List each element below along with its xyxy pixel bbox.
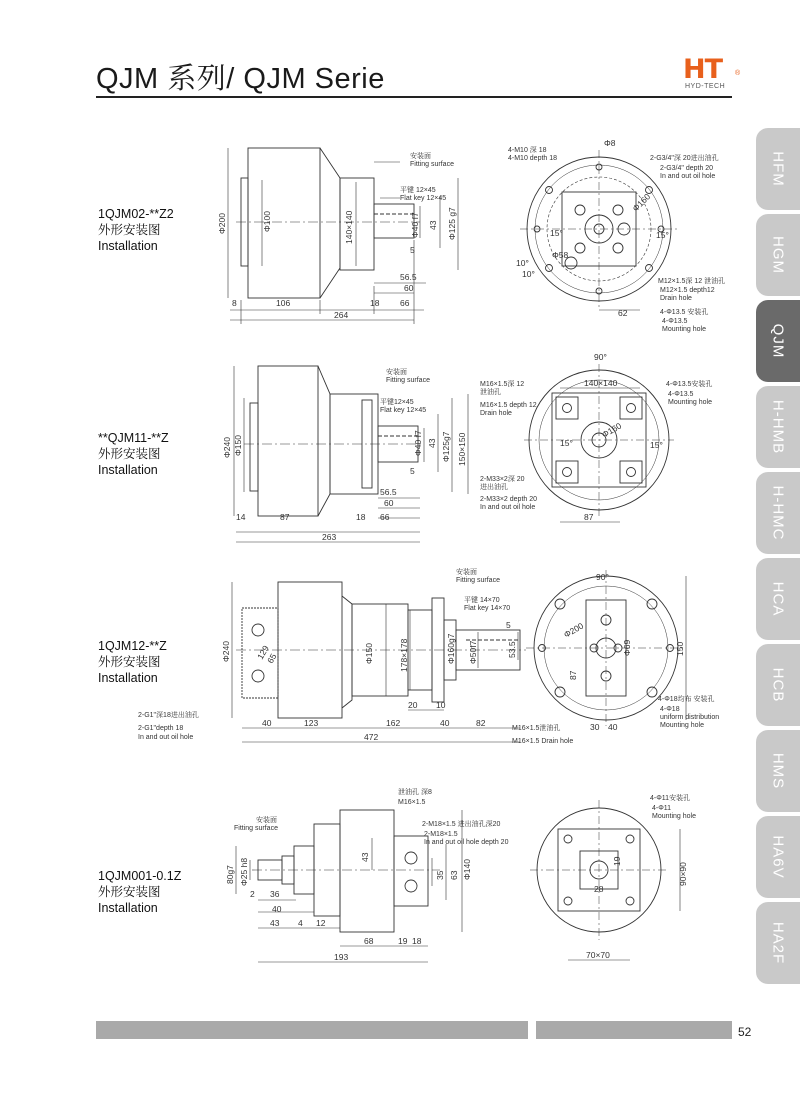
drawing-name-en: Installation [98, 901, 158, 915]
dim-106: 106 [276, 298, 291, 308]
dim-18: 18 [370, 298, 380, 308]
note-mount-en2: Mounting hole [652, 813, 696, 820]
drawing-name-en: Installation [98, 671, 158, 685]
dim-5: 5 [410, 466, 415, 476]
drawing-name-en: Installation [98, 463, 158, 477]
dim-pilot-dia: Φ125 g7 [447, 207, 457, 240]
note-oil-en2: In and out oil hole [138, 734, 194, 741]
front-view-1qjm001 [530, 800, 680, 960]
dim-8: 8 [232, 298, 237, 308]
dim-phi160: Φ160 [600, 420, 624, 440]
model-name: 1QJM02-**Z2 [98, 207, 174, 221]
dim-264: 264 [334, 310, 349, 320]
note-key-cn: 平键 12×45 [400, 187, 436, 194]
dim-18: 18 [356, 512, 366, 522]
drawing-name-cn: 外形安装图 [98, 655, 161, 669]
note-mount-cn: 4-Φ13.5安装孔 [666, 381, 713, 388]
dim-40b: 40 [440, 718, 450, 728]
tab-label: QJM [769, 323, 787, 359]
note-mount-en: 4-Φ13.5 [662, 318, 688, 325]
note-oil-en2: In and out oil hole [660, 173, 716, 180]
note-m33-en2: In and out oil hole [480, 504, 536, 511]
dim-10: 10 [436, 700, 446, 710]
dim-angle-15b: 15° [650, 440, 663, 450]
note-fitting-en: Fitting surface [456, 577, 500, 584]
drawing-name-en: Installation [98, 239, 158, 253]
dim-66: 66 [380, 512, 390, 522]
dim-65: 65 [265, 651, 279, 665]
dim-87: 87 [584, 512, 594, 522]
note-mount-en2: Mounting hole [662, 326, 706, 333]
note-fitting-cn: 安装面 [386, 369, 407, 376]
section-1-annotations [217, 138, 725, 333]
note-m16-cn2: 泄油孔 [480, 389, 501, 396]
note-drain-en: M16×1.5 Drain hole [512, 738, 574, 745]
dim-40: 40 [272, 904, 282, 914]
tab-label: HMS [769, 752, 787, 790]
tab-label: HCB [769, 667, 787, 703]
tab-label: H-HMC [769, 485, 787, 541]
footer-bar-left [96, 1021, 528, 1039]
note-mount-en3: Mounting hole [660, 722, 704, 729]
page-number: 52 [738, 1025, 752, 1039]
tab-label: HCA [769, 581, 787, 617]
note-mount-cn: 4-Φ18均布 安装孔 [658, 696, 715, 703]
dim-square: 178×178 [399, 638, 409, 672]
dim-12: 12 [316, 918, 326, 928]
note-mount-cn: 4-Φ11安装孔 [650, 795, 691, 802]
note-m12-cn: M12×1.5深 12 泄油孔 [658, 278, 726, 285]
dim-123: 123 [304, 718, 319, 728]
dim-phi8: Φ8 [604, 138, 616, 148]
dim-square: 140×140 [584, 378, 618, 388]
dim-inner-dia: Φ150 [233, 435, 243, 456]
note-drain-en: 4-M10 depth 18 [508, 155, 558, 162]
note-drain-cn: 泄油孔 深8 [398, 789, 432, 796]
dim-87: 87 [280, 512, 290, 522]
dim-66: 66 [400, 298, 410, 308]
dim-80g7: 80g7 [225, 865, 235, 884]
dim-body-dia: Φ240 [221, 641, 231, 662]
note-key-en: Flat key 12×45 [400, 195, 447, 202]
note-mount-cn: 4-Φ13.5 安装孔 [660, 309, 709, 316]
note-key-cn: 平键 14×70 [464, 597, 500, 604]
dim-4: 4 [298, 918, 303, 928]
note-mount-en2: uniform distribution [660, 714, 720, 721]
dim-60: 60 [384, 498, 394, 508]
note-drain-cn: 4-M10 深 18 [508, 147, 547, 154]
note-oil-en2: In and out oil hole depth 20 [424, 839, 509, 846]
drawing-name-cn: 外形安装图 [98, 447, 161, 461]
dim-263: 263 [322, 532, 337, 542]
dim-pilot-dia: Φ160g7 [446, 633, 456, 664]
dim-53-5: 53.5 [507, 641, 517, 658]
note-m16-en2: Drain hole [480, 410, 512, 417]
dim-angle-15a: 15° [550, 228, 563, 238]
dim-68: 68 [364, 936, 374, 946]
note-m16-en: M16×1.5 depth 12 [480, 402, 537, 409]
dim-shaft-dia: Φ50f7 [468, 640, 478, 664]
note-drain-en: M16×1.5 [398, 799, 426, 806]
dim-150-dia: Φ150 [364, 643, 374, 664]
dim-43-vertical: 43 [360, 852, 370, 862]
front-view-1qjm02 [520, 150, 678, 310]
dim-square: 140×140 [344, 210, 354, 244]
dim-shaft-dia: Φ40 f7 [410, 212, 420, 238]
dim-62: 62 [618, 308, 628, 318]
dim-40a: 40 [262, 718, 272, 728]
dim-150: 150 [675, 641, 685, 656]
dim-129: 129 [255, 643, 271, 661]
dim-36: 36 [270, 889, 280, 899]
dim-35: 35 [435, 870, 445, 880]
section-3-annotations [138, 567, 719, 745]
logo-mark: HT [683, 54, 723, 85]
dim-angle-90: 90° [596, 572, 609, 582]
side-view-qjm11 [234, 366, 468, 542]
note-mount-en: 4-Φ13.5 [668, 391, 694, 398]
section-2-annotations [222, 352, 712, 542]
dim-inner-dia: Φ100 [262, 211, 272, 232]
dim-angle-15a: 15° [560, 438, 573, 448]
note-m16-cn: M16×1.5深 12 [480, 381, 525, 388]
note-fitting-en: Fitting surface [410, 161, 454, 168]
note-mount-en2: Mounting hole [668, 399, 712, 406]
model-name: **QJM11-**Z [98, 431, 169, 445]
dim-square: 150×150 [457, 432, 467, 466]
dim-19: 19 [398, 936, 408, 946]
note-key-cn: 平键12×45 [380, 399, 414, 406]
note-m12-en: M12×1.5 depth12 [660, 287, 715, 294]
dim-87: 87 [568, 670, 578, 680]
side-view-1qjm02 [228, 148, 458, 324]
note-fitting-en: Fitting surface [234, 825, 278, 832]
dim-5: 5 [506, 620, 511, 630]
page-title: QJM 系列/ QJM Serie [96, 63, 385, 95]
dim-30: 30 [590, 722, 600, 732]
note-fitting-cn: 安装面 [410, 153, 431, 160]
dim-pilot-dia: Φ125g7 [441, 431, 451, 462]
dim-14: 14 [236, 512, 246, 522]
drawing-name-cn: 外形安装图 [98, 885, 161, 899]
note-oil-en: 2-G3/4" depth 20 [660, 165, 714, 172]
dim-angle-10b: 10° [522, 269, 535, 279]
model-name: 1QJM12-**Z [98, 639, 167, 653]
note-oil-en: 2-M18×1.5 [424, 831, 458, 838]
logo-subtitle: HYD-TECH [685, 83, 726, 90]
dim-2: 2 [250, 889, 255, 899]
note-mount-en: 4-Φ11 [652, 805, 672, 812]
dim-472: 472 [364, 732, 379, 742]
dim-body-dia: Φ240 [222, 437, 232, 458]
dim-193: 193 [334, 952, 349, 962]
dim-82: 82 [476, 718, 486, 728]
dim-phi140: Φ140 [462, 859, 472, 880]
note-fitting-cn: 安装面 [256, 817, 277, 824]
dim-phi25: Φ25 h8 [239, 857, 249, 886]
dim-28: 28 [594, 884, 604, 894]
dim-63: 63 [449, 870, 459, 880]
drawing-name-cn: 外形安装图 [98, 223, 161, 237]
note-oil-cn: 2-G3/4"深 20进出油孔 [650, 155, 719, 162]
dim-19: 19 [612, 856, 622, 866]
footer-bar-right [536, 1021, 732, 1039]
dim-5: 5 [410, 245, 415, 255]
note-oil-cn: 2-G1"深18进出油孔 [138, 712, 199, 719]
tab-label: HA2F [769, 921, 787, 965]
note-fitting-en: Fitting surface [386, 377, 430, 384]
note-key-en: Flat key 12×45 [380, 407, 427, 414]
note-oil-en: 2-G1"depth 18 [138, 725, 184, 732]
dim-phi58: Φ58 [552, 250, 569, 260]
dim-square-70: 70×70 [586, 950, 610, 960]
tab-label: HFM [769, 151, 787, 187]
dim-60: 60 [404, 283, 414, 293]
dim-angle-90: 90° [594, 352, 607, 362]
dim-angle-15b: 15° [656, 230, 669, 240]
model-name: 1QJM001-0.1Z [98, 869, 182, 883]
note-m33-cn: 2-M33×2深 20 [480, 476, 525, 483]
dim-43: 43 [270, 918, 280, 928]
dim-key-height: 43 [427, 438, 437, 448]
note-oil-cn: 2-M18×1.5 进出油孔深20 [422, 821, 501, 828]
note-mount-en: 4-Φ18 [660, 706, 680, 713]
registered-mark: ® [735, 70, 741, 77]
dim-phi200: Φ200 [562, 620, 586, 640]
dim-56-5: 56.5 [400, 272, 417, 282]
dim-20: 20 [408, 700, 418, 710]
dim-key-height: 43 [428, 220, 438, 230]
note-m33-cn2: 进出油孔 [480, 484, 508, 491]
dim-angle-10a: 10° [516, 258, 529, 268]
tab-label: HA6V [769, 835, 787, 879]
note-drain-cn: M16×1.5泄油孔 [512, 725, 561, 732]
tab-label: HGM [769, 236, 787, 274]
dim-162: 162 [386, 718, 401, 728]
dim-40: 40 [608, 722, 618, 732]
dim-square: 90×90 [678, 862, 688, 886]
section-4-annotations [225, 787, 696, 962]
dim-56-5: 56.5 [380, 487, 397, 497]
dim-shaft-dia: Φ40 f7 [413, 430, 423, 456]
dim-phi69: Φ69 [622, 639, 632, 656]
dim-phi160: Φ160 [630, 191, 653, 214]
note-fitting-cn: 安装面 [456, 569, 477, 576]
note-m33-en: 2-M33×2 depth 20 [480, 496, 538, 503]
note-m12-en2: Drain hole [660, 295, 692, 302]
dim-18: 18 [412, 936, 422, 946]
tab-label: H-HMB [769, 399, 787, 455]
dim-body-dia: Φ200 [217, 213, 227, 234]
note-key-en: Flat key 14×70 [464, 605, 511, 612]
